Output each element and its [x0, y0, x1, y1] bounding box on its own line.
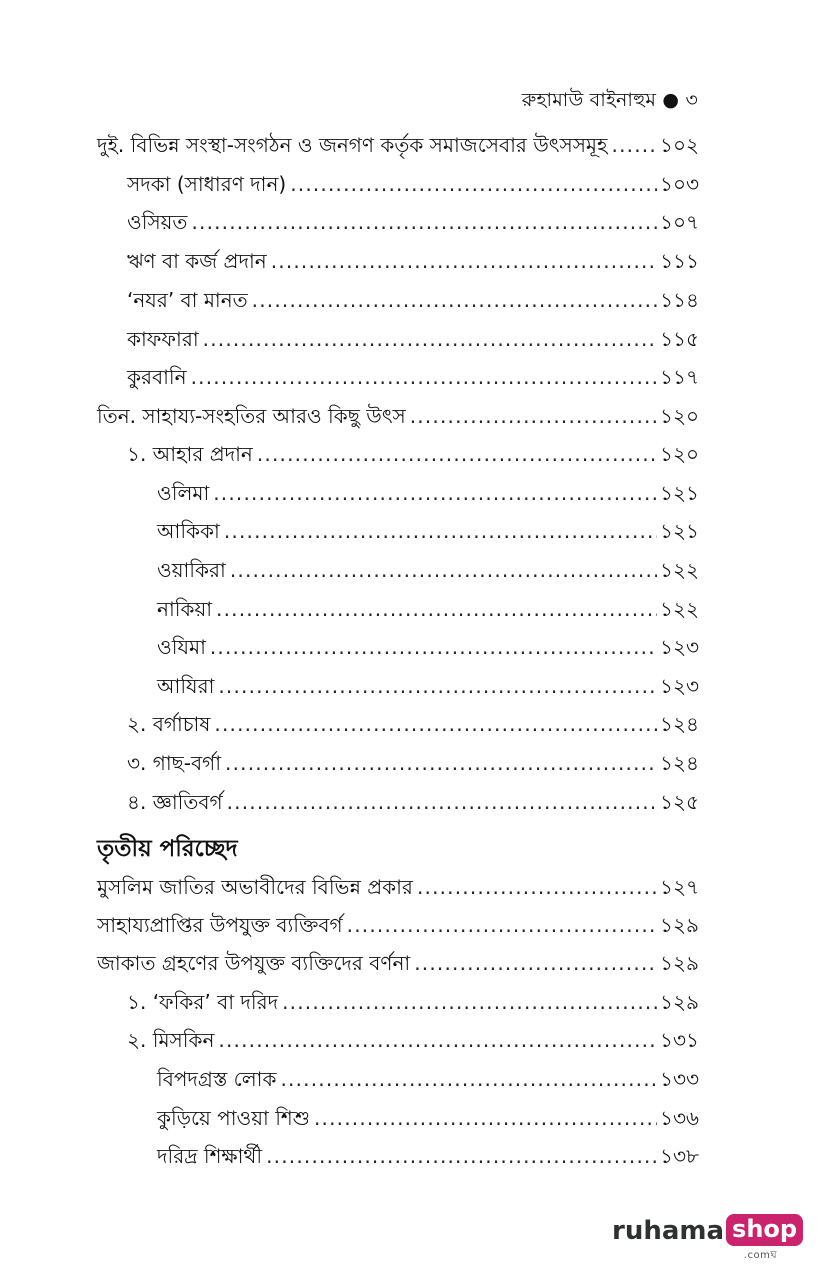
leader-dots — [210, 632, 657, 662]
toc-entry — [127, 787, 699, 817]
toc-entry-label: কাফফারা — [127, 327, 199, 351]
toc-entry-label: তিন. সাহায্য-সংহতির আরও কিছু উৎস — [97, 404, 406, 428]
toc-entry — [157, 555, 699, 585]
toc-page-number: ১২৩ — [660, 635, 699, 659]
toc-page-number: ১২৭ — [660, 875, 699, 899]
toc-entry-label: ওয়াকিরা — [157, 558, 226, 582]
toc-entry-label: সাহায্যপ্রাপ্তির উপযুক্ত ব্যক্তিবর্গ — [97, 913, 343, 937]
leader-dots — [290, 169, 657, 199]
toc-page-number: ১২০ — [660, 404, 699, 428]
toc-page-number: ১২৫ — [660, 790, 699, 814]
toc-entry — [127, 207, 699, 237]
toc-page-number: ১৩৩ — [660, 1067, 699, 1091]
toc-page-number: ১২০ — [660, 442, 699, 466]
toc-entry-label: মুসলিম জাতির অভাবীদের বিভিন্ন প্রকার — [97, 875, 413, 899]
toc-page-number: ১২১ — [660, 519, 699, 543]
toc-entry-label: আযিরা — [157, 674, 215, 698]
toc-page-number: ১২১ — [660, 481, 699, 505]
toc-entry — [127, 987, 699, 1017]
toc-entry — [127, 324, 699, 354]
toc-page-number: ১১৭ — [660, 365, 699, 389]
toc-entry-label: ওযিমা — [157, 635, 206, 659]
leader-dots — [218, 1025, 657, 1055]
toc-entry — [127, 439, 699, 469]
leader-dots — [252, 285, 657, 315]
leader-dots — [280, 1064, 657, 1094]
logo-shop-badge — [726, 1214, 803, 1246]
leader-dots — [410, 401, 657, 431]
toc-entry-label: ৩. গাছ-বর্গা — [127, 751, 222, 775]
toc-entry — [157, 594, 699, 624]
toc-page-number: ১২২ — [660, 558, 699, 582]
logo-suffix: .comঘ — [743, 1250, 777, 1261]
toc-entry-label: সদকা (সাধারণ দান) — [127, 172, 287, 196]
leader-dots — [214, 709, 657, 739]
toc-entry-label: কুড়িয়ে পাওয়া শিশু — [157, 1106, 310, 1130]
running-header: রুহামাউ বাইনাহুম ● ৩ — [521, 89, 698, 111]
toc-entry — [97, 948, 699, 978]
toc-page-number: ১২৯ — [660, 951, 699, 975]
leader-dots — [612, 130, 657, 160]
ruhamashop-logo — [612, 1214, 798, 1262]
toc-entry — [127, 246, 699, 276]
toc-page-number: ১০৭ — [660, 210, 699, 234]
toc-entry — [157, 632, 699, 662]
toc-entry — [127, 1025, 699, 1055]
toc-page-number: ১১৫ — [660, 327, 699, 351]
toc-entry — [157, 516, 699, 546]
toc-entry — [157, 478, 699, 508]
leader-dots — [216, 594, 657, 624]
toc-entry-label: কুরবানি — [127, 365, 187, 389]
toc-entry — [97, 910, 699, 940]
toc-entry-label: ১. আহার প্রদান — [127, 442, 253, 466]
toc-page-number: ১১১ — [660, 249, 699, 273]
toc-entry — [157, 671, 699, 701]
toc-entry-label: ওলিমা — [157, 481, 210, 505]
toc-entry-label: ওসিয়ত — [127, 210, 188, 234]
leader-dots — [282, 987, 657, 1017]
toc-entry-label: ৪. জ্ঞাতিবর্গ — [127, 790, 223, 814]
toc-entry — [97, 872, 699, 902]
toc-entry — [127, 169, 699, 199]
toc-entry-label: বিপদগ্রস্ত লোক — [157, 1067, 277, 1091]
toc-entry-label: ২. মিসকিন — [127, 1028, 215, 1052]
leader-dots — [417, 872, 657, 902]
toc-entry — [127, 748, 699, 778]
toc-entry — [127, 362, 699, 392]
toc-entry-label: ২. বর্গাচাষ — [127, 712, 211, 736]
toc-entry-label: ঋণ বা কর্জ প্রদান — [127, 249, 267, 273]
leader-dots — [257, 439, 657, 469]
toc-entry-label: আকিকা — [157, 519, 220, 543]
toc-entry — [157, 1064, 699, 1094]
leader-dots — [271, 246, 657, 276]
toc-entry — [127, 285, 699, 315]
leader-dots — [227, 787, 657, 817]
leader-dots — [224, 516, 657, 546]
toc-page-number: ১৩৬ — [660, 1106, 699, 1130]
toc-page-number: ১০২ — [660, 133, 699, 157]
toc-page-number: ১২৩ — [660, 674, 699, 698]
toc-entry-label: জাকাত গ্রহণের উপযুক্ত ব্যক্তিদের বর্ণনা — [97, 951, 411, 975]
toc-entry — [127, 709, 699, 739]
logo-shop-text: shop — [732, 1215, 798, 1243]
toc-page-number: ১২২ — [660, 597, 699, 621]
toc-page-number: ১২৯ — [660, 990, 699, 1014]
toc-entry-label: ‘নযর’ বা মানত — [127, 288, 248, 312]
toc-page-number: ১২৪ — [660, 751, 699, 775]
toc-entry — [97, 401, 699, 431]
toc-page-number: ১২৯ — [660, 913, 699, 937]
toc-entry — [97, 130, 699, 160]
leader-dots — [347, 910, 657, 940]
leader-dots — [218, 671, 657, 701]
section-heading: তৃতীয় পরিচ্ছেদ — [97, 836, 238, 862]
leader-dots — [213, 478, 657, 508]
leader-dots — [225, 748, 657, 778]
leader-dots — [191, 362, 657, 392]
toc-page-number: ১৩৮ — [660, 1144, 699, 1168]
toc-entry — [157, 1141, 699, 1171]
leader-dots — [314, 1103, 657, 1133]
logo-brand-text: ruhama — [612, 1216, 725, 1246]
toc-entry-label: নাকিয়া — [157, 597, 213, 621]
leader-dots — [266, 1141, 657, 1171]
leader-dots — [191, 207, 657, 237]
toc-page-number: ১০৩ — [660, 172, 699, 196]
toc-page-number: ১৩১ — [660, 1028, 699, 1052]
leader-dots — [203, 324, 657, 354]
toc-page-number: ১২৪ — [660, 712, 699, 736]
toc-entry-label: দুই. বিভিন্ন সংস্থা-সংগঠন ও জনগণ কর্তৃক সমাজসেবার উৎসসমূহ — [97, 133, 608, 157]
toc-page-number: ১১৪ — [660, 288, 699, 312]
leader-dots — [414, 948, 657, 978]
toc-entry-label: ১. ‘ফকির’ বা দরিদ — [127, 990, 279, 1014]
toc-entry-label: দরিদ্র শিক্ষার্থী — [157, 1144, 263, 1168]
leader-dots — [230, 555, 657, 585]
toc-entry — [157, 1103, 699, 1133]
